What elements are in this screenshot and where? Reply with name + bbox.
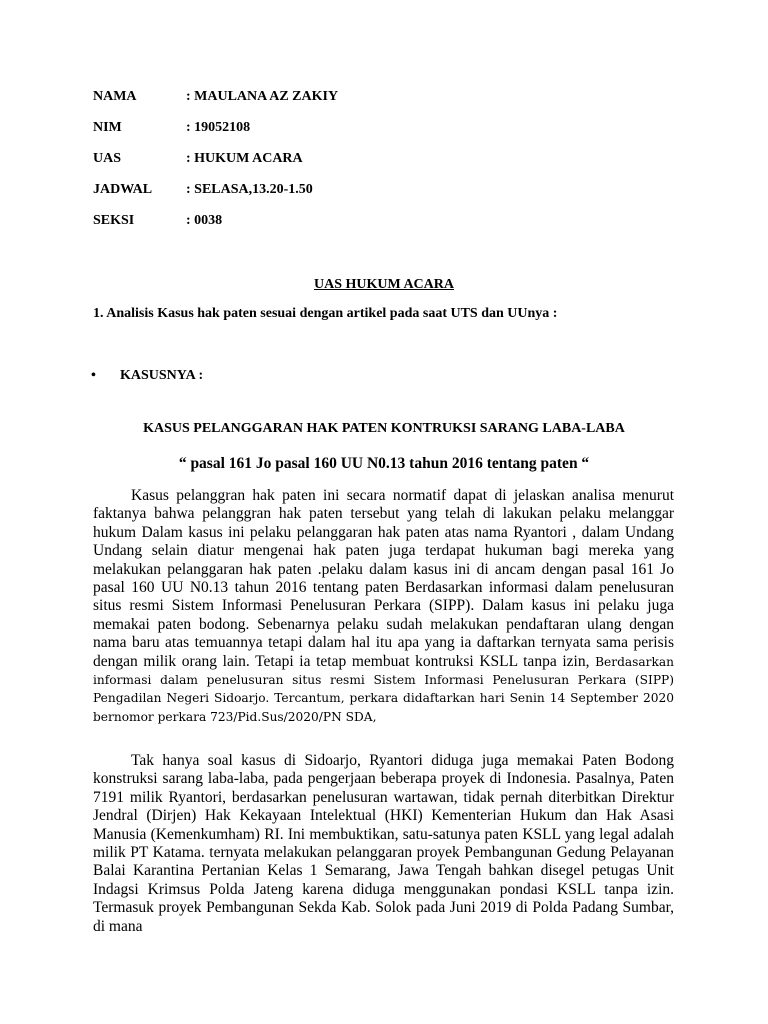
- header-value: : 0038: [186, 213, 223, 228]
- header-label: NAMA: [93, 89, 137, 104]
- paragraph-1-small-text: Berdasarkan informasi dalam penelusuran situs resmi Sistem Informasi Penelusuran Perkara (SIPP) Pengadilan Negeri Sidoarjo. Tercantum, perkara didaftarkan hari Senin 14 September 2020 bernomor perkara 723/Pid.Sus/2020/PN SDA,: [93, 654, 674, 724]
- document-title-text: UAS HUKUM ACARA: [314, 277, 454, 292]
- bullet-item: [91, 368, 203, 384]
- header-label: NIM: [93, 120, 122, 135]
- document-title: [0, 275, 768, 293]
- paragraph-2-text: Tak hanya soal kasus di Sidoarjo, Ryantori diduga juga memakai Paten Bodong konstruksi sarang laba-laba, pada pengerjaan beberapa proyek di Indonesia. Pasalnya, Paten 7191 milik Ryantori, berdasarkan penelusuran wartawan, tidak pernah diterbitkan Direktur Jendral (Dirjen) Hak Kekayaan Intelektual (HKI) Kementerian Hukum dan Hak Asasi Manusia (Kemenkumham) RI. Ini membuktikan, satu-satunya paten KSLL yang legal adalah milik PT Katama. ternyata melakukan pelanggaran proyek Pembangunan Gedung Pelayanan Balai Karantina Pertanian Kelas 1 Semarang, Jawa Tengah bahkan disegel petugas Unit Indagsi Krimsus Polda Jateng karena diduga menggunakan pondasi KSLL tanpa izin. Termasuk proyek Pembangunan Sekda Kab. Solok pada Juni 2019 di Polda Padang Sumbar, di mana: [93, 752, 674, 935]
- header-label: UAS: [93, 151, 122, 166]
- header-value: : HUKUM ACARA: [186, 151, 303, 166]
- header-value: : SELASA,13.20-1.50: [186, 182, 313, 197]
- paragraph-2: [93, 752, 674, 936]
- case-title: KASUS PELANGGARAN HAK PATEN KONTRUKSI SARANG LABA-LABA: [143, 421, 625, 436]
- header-value: : MAULANA AZ ZAKIY: [186, 89, 339, 104]
- question-heading: 1. Analisis Kasus hak paten sesuai dengan artikel pada saat UTS dan UUnya :: [93, 306, 558, 321]
- paragraph-1: [93, 487, 674, 726]
- header-value: : 19052108: [186, 120, 251, 135]
- paragraph-1-text: Kasus pelanggran hak paten ini secara normatif dapat di jelaskan analisa menurut faktanya bahwa pelanggran hak paten tersebut yang telah di lakukan pelaku melanggar hukum Dalam kasus ini pelaku pelanggaran hak paten atas nama Ryantori , dalam Undang Undang selain diatur mengenai hak paten juga terdapat hukuman bagi mereka yang melakukan pelanggaran hak paten .pelaku dalam kasus ini di ancam dengan pasal 161 Jo pasal 160 UU N0.13 tahun 2016 tentang paten Berdasarkan informasi dalam penelusuran situs resmi Sistem Informasi Penelusuran Perkara (SIPP). Dalam kasus ini pelaku juga memakai paten bodong. Sebenarnya pelaku sudah melakukan pendaftaran ulang dengan nama baru atas temuannya tetapi dalam hal itu apa yang ia daftarkan ternyata sama perisis dengan milik orang lain. Tetapi ia tetap membuat kontruksi KSLL tanpa izin,: [93, 487, 674, 670]
- bullet-icon: •: [91, 368, 96, 383]
- header-label: JADWAL: [93, 182, 153, 197]
- bullet-text: KASUSNYA :: [120, 368, 204, 383]
- case-law-reference: “ pasal 161 Jo pasal 160 UU N0.13 tahun 2016 tentang paten “: [178, 455, 590, 472]
- header-label: SEKSI: [93, 213, 135, 228]
